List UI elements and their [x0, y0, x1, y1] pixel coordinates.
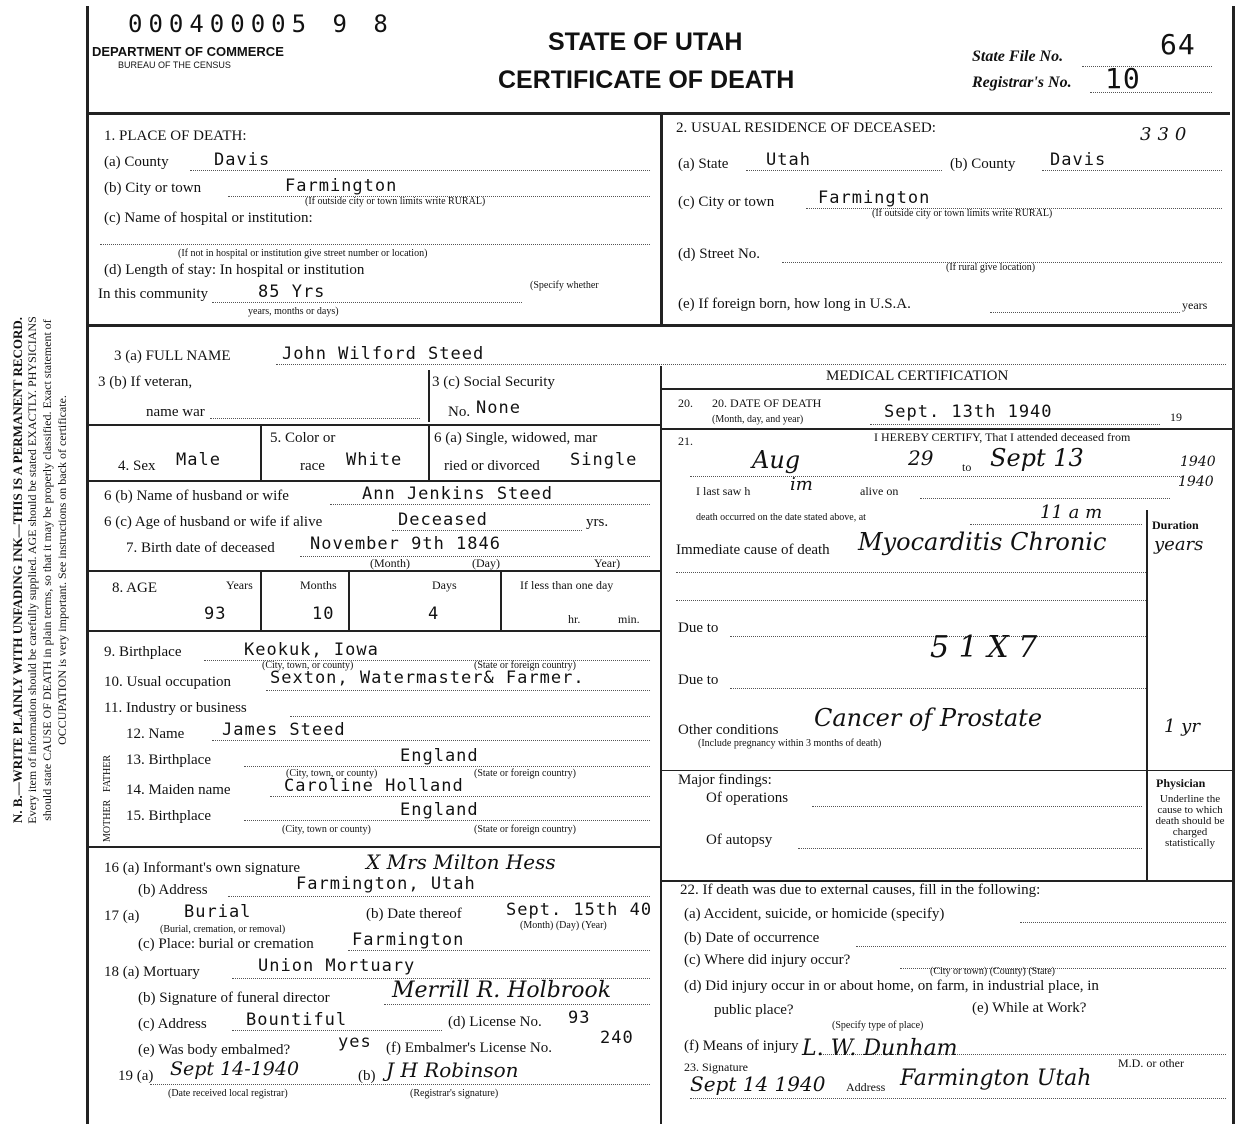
residence-foreign-label: (e) If foreign born, how long in U.S.A. — [678, 296, 911, 312]
residence-street-label: (d) Street No. — [678, 246, 761, 262]
birthplace-city-note: (City, town, or county) — [262, 660, 354, 671]
residence-city: Farmington — [818, 188, 931, 208]
birthplace-label: 9. Birthplace — [104, 644, 182, 660]
burial-label: 17 (a) — [104, 908, 140, 924]
burial: Burial — [184, 902, 252, 922]
residence-state: Utah — [766, 150, 811, 170]
color-label: 5. Color or — [270, 430, 336, 446]
medical-heading: MEDICAL CERTIFICATION — [826, 368, 1009, 384]
other-duration: 1 yr — [1164, 716, 1200, 737]
attended-to: Sept 13 — [990, 444, 1084, 472]
residence-city-note: (If outside city or town limits write RURAL) — [872, 208, 1053, 219]
ss-label: 3 (c) Social Security — [432, 374, 555, 390]
date-of-death-label: 20. DATE OF DEATH — [712, 396, 822, 410]
time-of-death: 11 a m — [1040, 502, 1103, 523]
received-date: Sept 14-1940 — [170, 1058, 300, 1080]
nineteen: 19 — [1170, 410, 1182, 424]
embalmed: yes — [338, 1032, 372, 1052]
embalmed-label: (e) Was body embalmed? — [138, 1042, 291, 1058]
serial-number: 000400005 9 8 — [128, 10, 394, 38]
mother-side-label: MOTHER — [102, 799, 113, 843]
external-heading: 22. If death was due to external causes, fill in the following: — [680, 882, 1041, 898]
name-label: 3 (a) FULL NAME — [114, 348, 231, 364]
attended-from: Aug — [752, 446, 801, 474]
mortuary-label: 18 (a) Mortuary — [104, 964, 200, 980]
duration-label: Duration — [1152, 518, 1199, 532]
place-units-note: years, months or days) — [248, 306, 339, 317]
other-conditions-label: Other conditions — [678, 722, 779, 738]
father-birthplace: England — [400, 746, 479, 766]
cause-code: 5 1 X 7 — [930, 630, 1038, 665]
mother-birth-label: 15. Birthplace — [126, 808, 211, 824]
external-e: (e) While at Work? — [972, 1000, 1087, 1016]
hr-label: hr. — [568, 612, 581, 626]
birth-date: November 9th 1846 — [310, 534, 501, 554]
burial-date: Sept. 15th 40 — [506, 900, 653, 920]
place-city: Farmington — [285, 176, 398, 196]
external-c-note: (City or town) (County) (State) — [930, 966, 1055, 977]
residence-city-label: (c) City or town — [678, 194, 775, 210]
autopsy-label: Of autopsy — [706, 832, 773, 848]
state-file-value: 64 — [1160, 28, 1196, 61]
last-saw-label: I last saw h — [696, 484, 751, 498]
father-name: James Steed — [222, 720, 346, 740]
attended-from-day: 29 — [908, 446, 934, 470]
social-security: None — [476, 398, 521, 418]
marital-label2: ried or divorced — [444, 458, 540, 474]
mother-state-note: (State or foreign country) — [474, 824, 576, 835]
external-b: (b) Date of occurrence — [684, 930, 820, 946]
embalmer-license-label: (f) Embalmer's License No. — [386, 1040, 552, 1056]
day-note: (Day) — [472, 556, 500, 570]
immediate-cause: Myocarditis Chronic — [858, 528, 1107, 556]
other-conditions: Cancer of Prostate — [814, 704, 1043, 732]
department: DEPARTMENT OF COMMERCE — [92, 44, 284, 59]
divider-upper — [660, 114, 663, 324]
age-days: 4 — [428, 604, 440, 624]
sig-address: Farmington Utah — [900, 1066, 1092, 1091]
date-of-death: Sept. 13th 1940 — [884, 402, 1053, 422]
race-label: race — [300, 458, 325, 474]
days-label: Days — [432, 578, 457, 592]
external-c: (c) Where did injury occur? — [684, 952, 851, 968]
place-heading: 1. PLACE OF DEATH: — [104, 128, 247, 144]
place-stay-label: (d) Length of stay: In hospital or institution — [104, 262, 365, 278]
informant-address-label: (b) Address — [138, 882, 208, 898]
license-label: (d) License No. — [448, 1014, 542, 1030]
frame-right — [1232, 6, 1235, 1124]
operations-label: Of operations — [706, 790, 789, 806]
months-label: Months — [300, 578, 337, 592]
sig-address-label: Address — [846, 1080, 886, 1094]
physician-label: Physician — [1156, 776, 1206, 790]
bureau: BUREAU OF THE CENSUS — [118, 60, 231, 70]
external-d-note: (Specify type of place) — [832, 1020, 924, 1031]
mortuary: Union Mortuary — [258, 956, 416, 976]
date-of-death-num: 20. — [678, 396, 693, 410]
signature-date: Sept 14 1940 — [690, 1072, 826, 1096]
certify-num: 21. — [678, 434, 693, 448]
registrar-label: Registrar's No. — [972, 74, 1072, 91]
spouse: Ann Jenkins Steed — [362, 484, 553, 504]
director-label: (b) Signature of funeral director — [138, 990, 330, 1006]
external-d: (d) Did injury occur in or about home, on farm, in industrial place, in — [684, 978, 1099, 994]
years-label: Years — [226, 578, 253, 592]
less-label: If less than one day — [520, 578, 614, 592]
date-of-death-sub: (Month, day, and year) — [712, 414, 804, 425]
month-note: (Month) — [370, 556, 410, 570]
father-birth-label: 13. Birthplace — [126, 752, 211, 768]
place-community-label: In this community — [98, 286, 208, 302]
veteran-label: 3 (b) If veteran, — [98, 374, 193, 390]
other-note: (Include pregnancy within 3 months of death) — [698, 738, 882, 749]
occupation-label: 10. Usual occupation — [104, 674, 232, 690]
occupation: Sexton, Watermaster& Farmer. — [270, 668, 585, 688]
state-heading: STATE OF UTAH — [548, 28, 743, 56]
mother-birthplace: England — [400, 800, 479, 820]
war-label: name war — [146, 404, 205, 420]
residence-state-label: (a) State — [678, 156, 729, 172]
industry-label: 11. Industry or business — [104, 700, 247, 716]
place-hospital-note: (If not in hospital or institution give street number or location) — [178, 248, 428, 259]
external-f: (f) Means of injury — [684, 1038, 799, 1054]
burial-date-note: (Month) (Day) (Year) — [520, 920, 607, 931]
burial-date-label: (b) Date thereof — [366, 906, 462, 922]
place-community: 85 Yrs — [258, 282, 326, 302]
residence-county: Davis — [1050, 150, 1107, 170]
residence-code: 330 — [1140, 124, 1193, 145]
mother-name-label: 14. Maiden name — [126, 782, 231, 798]
director-address: Bountiful — [246, 1010, 348, 1030]
state-file-label: State File No. — [972, 48, 1064, 65]
informant-label: 16 (a) Informant's own signature — [104, 860, 300, 876]
registrar-note: (Registrar's signature) — [410, 1088, 499, 1099]
due-to-1: Due to — [678, 620, 719, 636]
marital-status: Single — [570, 450, 638, 470]
signature-label: 23. Signature — [684, 1060, 748, 1074]
place-specify: (Specify whether — [530, 280, 599, 291]
age-years: 93 — [204, 604, 227, 624]
external-a: (a) Accident, suicide, or homicide (specify) — [684, 906, 945, 922]
alive-year: 1940 — [1178, 474, 1214, 490]
attended-year: 1940 — [1180, 454, 1216, 470]
received-note: (Date received local registrar) — [168, 1088, 288, 1099]
registrar-b-label: (b) — [358, 1068, 376, 1084]
mother-name: Caroline Holland — [284, 776, 464, 796]
place-hospital-label: (c) Name of hospital or institution: — [104, 210, 313, 226]
spouse-age-label: 6 (c) Age of husband or wife if alive — [104, 514, 323, 530]
license: 93 — [568, 1008, 591, 1028]
birthplace: Keokuk, Iowa — [244, 640, 379, 660]
registrar-value: 10 — [1105, 62, 1141, 95]
age-months: 10 — [312, 604, 335, 624]
alive-label: alive on — [860, 484, 899, 498]
cause-duration: years — [1154, 534, 1204, 555]
yrs-label: yrs. — [586, 514, 609, 530]
external-d2: public place? — [714, 1002, 794, 1018]
physician-note: Underline the cause to which death should be charged statistically — [1155, 793, 1225, 849]
due-to-2: Due to — [678, 672, 719, 688]
major-findings-label: Major findings: — [678, 772, 772, 788]
place-city-note: (If outside city or town limits write RURAL) — [305, 196, 486, 207]
mother-city-note: (City, town or county) — [282, 824, 371, 835]
burial-place-label: (c) Place: burial or cremation — [138, 936, 314, 952]
certify-label: I HEREBY CERTIFY, That I attended deceased from — [874, 430, 1131, 444]
race: White — [346, 450, 403, 470]
spouse-label: 6 (b) Name of husband or wife — [104, 488, 289, 504]
received-label: 19 (a) — [118, 1068, 154, 1084]
father-state-note: (State or foreign country) — [474, 768, 576, 779]
director-address-label: (c) Address — [138, 1016, 207, 1032]
residence-street-note: (If rural give location) — [946, 262, 1036, 273]
place-county-label: (a) County — [104, 154, 169, 170]
residence-county-label: (b) County — [950, 156, 1016, 172]
spouse-age: Deceased — [398, 510, 488, 530]
marital-label: 6 (a) Single, widowed, mar — [434, 430, 598, 446]
min-label: min. — [618, 612, 640, 626]
frame-top — [86, 112, 1230, 115]
ss-no-label: No. — [448, 404, 471, 420]
informant-signature: X Mrs Milton Hess — [366, 850, 556, 874]
immediate-cause-label: Immediate cause of death — [676, 542, 830, 558]
md-label: M.D. or other — [1118, 1056, 1184, 1070]
residence-heading: 2. USUAL RESIDENCE OF DECEASED: — [676, 120, 936, 136]
physician-signature: L. W. Dunham — [802, 1036, 958, 1061]
age-label: 8. AGE — [112, 580, 157, 596]
sex: Male — [176, 450, 221, 470]
burial-note: (Burial, cremation, or removal) — [160, 924, 286, 935]
burial-place: Farmington — [352, 930, 465, 950]
year-note: Year) — [594, 556, 621, 570]
certificate-title: CERTIFICATE OF DEATH — [498, 66, 795, 94]
registrar-signature: J H Robinson — [386, 1058, 519, 1082]
father-city-note: (City, town, or county) — [286, 768, 378, 779]
residence-years-label: years — [1182, 298, 1208, 312]
sex-label: 4. Sex — [118, 458, 156, 474]
last-saw-him: im — [790, 474, 813, 495]
occurred-label: death occurred on the date stated above, at — [696, 512, 866, 523]
section-divider — [86, 324, 1232, 327]
place-city-label: (b) City or town — [104, 180, 202, 196]
frame-left — [86, 6, 89, 1124]
full-name: John Wilford Steed — [282, 344, 485, 364]
sidebar-text: N. B.—WRITE PLAINLY WITH UNFADING INK—THIS IS A PERMANENT RECORD. Every item of information should be carefully supplied. AGE should be stated EXACTLY. PHYSICIANS should state CAUSE OF DEATH in plain terms, so that it may be properly classified. Exact statement of OCCUPATION is very important. See instructions on back of certificate. — [10, 316, 69, 824]
birth-label: 7. Birth date of deceased — [126, 540, 275, 556]
father-name-label: 12. Name — [126, 726, 185, 742]
informant-address: Farmington, Utah — [296, 874, 476, 894]
instructions-sidebar — [0, 0, 80, 1130]
director-signature: Merrill R. Holbrook — [392, 978, 612, 1003]
father-side-label: FATHER — [102, 754, 113, 792]
embalmer-license: 240 — [600, 1028, 634, 1048]
place-county: Davis — [214, 150, 271, 170]
birthplace-state-note: (State or foreign country) — [474, 660, 576, 671]
